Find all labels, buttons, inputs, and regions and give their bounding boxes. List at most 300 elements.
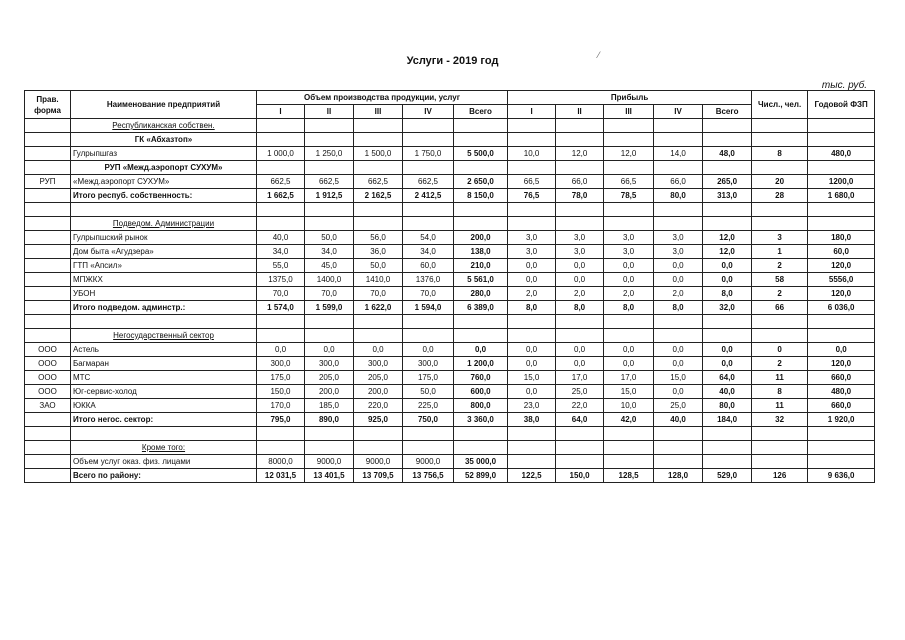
volume-cell: 34,0 bbox=[305, 245, 354, 259]
empty-cell bbox=[257, 441, 305, 455]
profit-cell: 40,0 bbox=[703, 385, 752, 399]
empty-cell bbox=[508, 203, 556, 217]
staff-cell: 8 bbox=[752, 385, 808, 399]
empty-cell bbox=[454, 119, 508, 133]
profit-cell: 64,0 bbox=[556, 413, 604, 427]
total-row bbox=[25, 413, 875, 427]
group-row bbox=[25, 161, 875, 175]
legal-form-cell bbox=[25, 231, 71, 245]
volume-cell: 1376,0 bbox=[403, 273, 454, 287]
empty-cell bbox=[703, 203, 752, 217]
volume-cell: 760,0 bbox=[454, 371, 508, 385]
volume-cell: 54,0 bbox=[403, 231, 454, 245]
total-row bbox=[25, 301, 875, 315]
legal-form-cell: РУП bbox=[25, 175, 71, 189]
enterprise-name-cell: «Межд.аэропорт СУХУМ» bbox=[71, 175, 257, 189]
volume-cell: 280,0 bbox=[454, 287, 508, 301]
volume-cell: 34,0 bbox=[257, 245, 305, 259]
empty-cell bbox=[354, 217, 403, 231]
volume-cell: 8000,0 bbox=[257, 455, 305, 469]
empty-cell bbox=[604, 427, 654, 441]
empty-cell bbox=[71, 427, 257, 441]
section-row bbox=[25, 329, 875, 343]
profit-cell: 76,5 bbox=[508, 189, 556, 203]
profit-cell: 0,0 bbox=[654, 259, 703, 273]
profit-cell: 12,0 bbox=[703, 245, 752, 259]
profit-cell: 8,0 bbox=[654, 301, 703, 315]
header-profit-q4: IV bbox=[654, 105, 703, 119]
empty-cell bbox=[703, 119, 752, 133]
volume-cell: 175,0 bbox=[257, 371, 305, 385]
profit-cell: 3,0 bbox=[654, 231, 703, 245]
profit-cell: 3,0 bbox=[604, 231, 654, 245]
header-profit-q3: III bbox=[604, 105, 654, 119]
fzp-cell: 0,0 bbox=[808, 343, 875, 357]
staff-cell: 1 bbox=[752, 245, 808, 259]
total-row bbox=[25, 189, 875, 203]
staff-cell: 58 bbox=[752, 273, 808, 287]
empty-cell bbox=[654, 133, 703, 147]
fzp-cell: 120,0 bbox=[808, 357, 875, 371]
table-row bbox=[25, 357, 875, 371]
enterprise-name-cell: УБОН bbox=[71, 287, 257, 301]
fzp-cell: 1 680,0 bbox=[808, 189, 875, 203]
profit-cell: 15,0 bbox=[508, 371, 556, 385]
profit-cell: 14,0 bbox=[654, 147, 703, 161]
table-row bbox=[25, 385, 875, 399]
section-row bbox=[25, 441, 875, 455]
empty-cell bbox=[752, 203, 808, 217]
section-title: Кроме того: bbox=[71, 441, 257, 455]
profit-cell: 15,0 bbox=[654, 371, 703, 385]
empty-cell bbox=[556, 161, 604, 175]
section-title: Негосударственный сектор bbox=[71, 329, 257, 343]
header-profit-group: Прибыль bbox=[508, 91, 752, 105]
fzp-cell: 480,0 bbox=[808, 147, 875, 161]
profit-cell: 64,0 bbox=[703, 371, 752, 385]
empty-cell bbox=[604, 315, 654, 329]
profit-cell: 17,0 bbox=[556, 371, 604, 385]
profit-cell: 0,0 bbox=[654, 385, 703, 399]
profit-cell: 32,0 bbox=[703, 301, 752, 315]
volume-cell: 890,0 bbox=[305, 413, 354, 427]
enterprise-name-cell: МПЖКХ bbox=[71, 273, 257, 287]
volume-cell: 0,0 bbox=[257, 343, 305, 357]
profit-cell: 0,0 bbox=[654, 273, 703, 287]
empty-cell bbox=[257, 315, 305, 329]
profit-cell: 0,0 bbox=[556, 259, 604, 273]
empty-cell bbox=[508, 329, 556, 343]
profit-cell: 0,0 bbox=[654, 357, 703, 371]
section-title: Подведом. Администрации bbox=[71, 217, 257, 231]
legal-form-cell bbox=[25, 413, 71, 427]
enterprise-name-cell: Итого респуб. собственность: bbox=[71, 189, 257, 203]
volume-cell: 70,0 bbox=[354, 287, 403, 301]
profit-cell bbox=[654, 455, 703, 469]
empty-cell bbox=[808, 441, 875, 455]
empty-cell bbox=[403, 133, 454, 147]
staff-cell: 2 bbox=[752, 357, 808, 371]
profit-cell bbox=[604, 455, 654, 469]
empty-cell bbox=[654, 203, 703, 217]
volume-cell: 1400,0 bbox=[305, 273, 354, 287]
volume-cell: 205,0 bbox=[354, 371, 403, 385]
empty-cell bbox=[25, 315, 71, 329]
profit-cell: 8,0 bbox=[508, 301, 556, 315]
empty-cell bbox=[454, 161, 508, 175]
header-name: Наименование предприятий bbox=[71, 91, 257, 119]
volume-cell: 34,0 bbox=[403, 245, 454, 259]
table-row bbox=[25, 399, 875, 413]
enterprise-name-cell: Дом быта «Агудзера» bbox=[71, 245, 257, 259]
volume-cell: 925,0 bbox=[354, 413, 403, 427]
empty-cell bbox=[25, 119, 71, 133]
empty-cell bbox=[556, 119, 604, 133]
profit-cell: 48,0 bbox=[703, 147, 752, 161]
header-vol-q2: II bbox=[305, 105, 354, 119]
empty-cell bbox=[403, 427, 454, 441]
staff-cell: 66 bbox=[752, 301, 808, 315]
empty-cell bbox=[25, 427, 71, 441]
volume-cell: 220,0 bbox=[354, 399, 403, 413]
enterprise-name-cell: Гулрыпшский рынок bbox=[71, 231, 257, 245]
volume-cell: 175,0 bbox=[403, 371, 454, 385]
profit-cell: 12,0 bbox=[703, 231, 752, 245]
profit-cell: 313,0 bbox=[703, 189, 752, 203]
empty-cell bbox=[454, 315, 508, 329]
volume-cell: 50,0 bbox=[305, 231, 354, 245]
volume-cell: 300,0 bbox=[403, 357, 454, 371]
header-profit-total: Всего bbox=[703, 105, 752, 119]
empty-cell bbox=[305, 161, 354, 175]
volume-cell: 55,0 bbox=[257, 259, 305, 273]
empty-cell bbox=[403, 161, 454, 175]
empty-cell bbox=[354, 315, 403, 329]
section-row bbox=[25, 217, 875, 231]
empty-cell bbox=[354, 161, 403, 175]
empty-cell bbox=[25, 161, 71, 175]
volume-cell: 1 200,0 bbox=[454, 357, 508, 371]
enterprise-name-cell: Астель bbox=[71, 343, 257, 357]
empty-cell bbox=[257, 427, 305, 441]
empty-cell bbox=[808, 329, 875, 343]
legal-form-cell bbox=[25, 287, 71, 301]
empty-cell bbox=[604, 161, 654, 175]
table-row bbox=[25, 245, 875, 259]
empty-cell bbox=[808, 119, 875, 133]
legal-form-cell: ООО bbox=[25, 385, 71, 399]
empty-cell bbox=[354, 119, 403, 133]
profit-cell: 2,0 bbox=[556, 287, 604, 301]
profit-cell: 78,0 bbox=[556, 189, 604, 203]
profit-cell: 529,0 bbox=[703, 469, 752, 483]
empty-cell bbox=[703, 315, 752, 329]
empty-cell bbox=[305, 315, 354, 329]
header-fzp: Годовой ФЗП bbox=[808, 91, 875, 119]
volume-cell: 70,0 bbox=[403, 287, 454, 301]
empty-cell bbox=[354, 133, 403, 147]
volume-cell: 12 031,5 bbox=[257, 469, 305, 483]
profit-cell: 0,0 bbox=[508, 259, 556, 273]
empty-cell bbox=[454, 427, 508, 441]
empty-cell bbox=[305, 427, 354, 441]
empty-cell bbox=[808, 133, 875, 147]
section-row bbox=[25, 119, 875, 133]
legal-form-cell bbox=[25, 455, 71, 469]
legal-form-cell bbox=[25, 273, 71, 287]
empty-cell bbox=[257, 217, 305, 231]
header-profit-q1: I bbox=[508, 105, 556, 119]
profit-cell: 150,0 bbox=[556, 469, 604, 483]
volume-cell: 800,0 bbox=[454, 399, 508, 413]
table-row bbox=[25, 455, 875, 469]
profit-cell: 40,0 bbox=[654, 413, 703, 427]
header-staff: Числ., чел. bbox=[752, 91, 808, 119]
staff-cell: 2 bbox=[752, 259, 808, 273]
empty-cell bbox=[808, 217, 875, 231]
volume-cell: 662,5 bbox=[305, 175, 354, 189]
empty-cell bbox=[454, 133, 508, 147]
empty-cell bbox=[752, 441, 808, 455]
table-row bbox=[25, 147, 875, 161]
fzp-cell: 660,0 bbox=[808, 399, 875, 413]
empty-cell bbox=[454, 217, 508, 231]
profit-cell: 128,0 bbox=[654, 469, 703, 483]
empty-cell bbox=[71, 203, 257, 217]
volume-cell: 70,0 bbox=[257, 287, 305, 301]
empty-cell bbox=[703, 133, 752, 147]
volume-cell: 795,0 bbox=[257, 413, 305, 427]
empty-cell bbox=[25, 133, 71, 147]
volume-cell: 0,0 bbox=[354, 343, 403, 357]
empty-cell bbox=[808, 315, 875, 329]
empty-cell bbox=[257, 119, 305, 133]
profit-cell: 42,0 bbox=[604, 413, 654, 427]
profit-cell: 128,5 bbox=[604, 469, 654, 483]
profit-cell: 0,0 bbox=[604, 343, 654, 357]
group-title: РУП «Межд.аэропорт СУХУМ» bbox=[71, 161, 257, 175]
volume-cell: 1 750,0 bbox=[403, 147, 454, 161]
empty-cell bbox=[508, 217, 556, 231]
profit-cell: 0,0 bbox=[604, 273, 654, 287]
empty-cell bbox=[604, 329, 654, 343]
volume-cell: 1 574,0 bbox=[257, 301, 305, 315]
empty-cell bbox=[556, 315, 604, 329]
profit-cell: 12,0 bbox=[556, 147, 604, 161]
empty-cell bbox=[508, 427, 556, 441]
spacer-row bbox=[25, 427, 875, 441]
services-table bbox=[24, 90, 875, 483]
enterprise-name-cell: ЮККА bbox=[71, 399, 257, 413]
empty-cell bbox=[508, 119, 556, 133]
profit-cell: 66,0 bbox=[556, 175, 604, 189]
enterprise-name-cell: МТС bbox=[71, 371, 257, 385]
volume-cell: 150,0 bbox=[257, 385, 305, 399]
empty-cell bbox=[508, 315, 556, 329]
table-row bbox=[25, 231, 875, 245]
empty-cell bbox=[654, 119, 703, 133]
empty-cell bbox=[354, 427, 403, 441]
profit-cell: 10,0 bbox=[604, 399, 654, 413]
volume-cell: 50,0 bbox=[403, 385, 454, 399]
header-profit-q2: II bbox=[556, 105, 604, 119]
empty-cell bbox=[556, 441, 604, 455]
empty-cell bbox=[25, 203, 71, 217]
profit-cell: 3,0 bbox=[556, 245, 604, 259]
volume-cell: 8 150,0 bbox=[454, 189, 508, 203]
volume-cell: 225,0 bbox=[403, 399, 454, 413]
profit-cell: 23,0 bbox=[508, 399, 556, 413]
profit-cell: 0,0 bbox=[556, 357, 604, 371]
legal-form-cell bbox=[25, 259, 71, 273]
legal-form-cell bbox=[25, 189, 71, 203]
empty-cell bbox=[604, 133, 654, 147]
volume-cell: 2 412,5 bbox=[403, 189, 454, 203]
volume-cell: 40,0 bbox=[257, 231, 305, 245]
fzp-cell bbox=[808, 455, 875, 469]
empty-cell bbox=[354, 329, 403, 343]
empty-cell bbox=[403, 119, 454, 133]
empty-cell bbox=[403, 315, 454, 329]
profit-cell: 3,0 bbox=[604, 245, 654, 259]
header-prav-forma: Прав. форма bbox=[25, 91, 71, 119]
empty-cell bbox=[752, 119, 808, 133]
empty-cell bbox=[25, 217, 71, 231]
legal-form-cell: ООО bbox=[25, 343, 71, 357]
empty-cell bbox=[703, 217, 752, 231]
profit-cell: 0,0 bbox=[556, 273, 604, 287]
empty-cell bbox=[71, 315, 257, 329]
empty-cell bbox=[25, 441, 71, 455]
empty-cell bbox=[257, 203, 305, 217]
volume-cell: 138,0 bbox=[454, 245, 508, 259]
profit-cell: 12,0 bbox=[604, 147, 654, 161]
enterprise-name-cell: Багмаран bbox=[71, 357, 257, 371]
profit-cell: 122,5 bbox=[508, 469, 556, 483]
profit-cell bbox=[703, 455, 752, 469]
empty-cell bbox=[454, 203, 508, 217]
empty-cell bbox=[752, 329, 808, 343]
empty-cell bbox=[752, 427, 808, 441]
volume-cell: 1 000,0 bbox=[257, 147, 305, 161]
empty-cell bbox=[403, 217, 454, 231]
empty-cell bbox=[305, 119, 354, 133]
profit-cell: 0,0 bbox=[508, 273, 556, 287]
empty-cell bbox=[305, 133, 354, 147]
enterprise-name-cell: Юг-сервис-холод bbox=[71, 385, 257, 399]
volume-cell: 662,5 bbox=[354, 175, 403, 189]
total-row bbox=[25, 469, 875, 483]
volume-cell: 9000,0 bbox=[403, 455, 454, 469]
profit-cell: 184,0 bbox=[703, 413, 752, 427]
volume-cell: 13 709,5 bbox=[354, 469, 403, 483]
header-vol-total: Всего bbox=[454, 105, 508, 119]
profit-cell: 3,0 bbox=[508, 245, 556, 259]
table-body bbox=[25, 119, 875, 483]
empty-cell bbox=[808, 427, 875, 441]
volume-cell: 600,0 bbox=[454, 385, 508, 399]
profit-cell: 2,0 bbox=[508, 287, 556, 301]
profit-cell: 80,0 bbox=[654, 189, 703, 203]
empty-cell bbox=[257, 161, 305, 175]
empty-cell bbox=[654, 441, 703, 455]
profit-cell: 17,0 bbox=[604, 371, 654, 385]
volume-cell: 3 360,0 bbox=[454, 413, 508, 427]
table-row bbox=[25, 287, 875, 301]
volume-cell: 1 594,0 bbox=[403, 301, 454, 315]
profit-cell: 66,5 bbox=[508, 175, 556, 189]
empty-cell bbox=[305, 217, 354, 231]
fzp-cell: 1 920,0 bbox=[808, 413, 875, 427]
volume-cell: 170,0 bbox=[257, 399, 305, 413]
volume-cell: 662,5 bbox=[257, 175, 305, 189]
legal-form-cell bbox=[25, 301, 71, 315]
enterprise-name-cell: Итого подведом. админстр.: bbox=[71, 301, 257, 315]
volume-cell: 1 250,0 bbox=[305, 147, 354, 161]
empty-cell bbox=[454, 329, 508, 343]
profit-cell: 0,0 bbox=[703, 259, 752, 273]
fzp-cell: 120,0 bbox=[808, 259, 875, 273]
profit-cell: 10,0 bbox=[508, 147, 556, 161]
staff-cell: 2 bbox=[752, 287, 808, 301]
fzp-cell: 480,0 bbox=[808, 385, 875, 399]
profit-cell: 15,0 bbox=[604, 385, 654, 399]
volume-cell: 50,0 bbox=[354, 259, 403, 273]
staff-cell: 0 bbox=[752, 343, 808, 357]
empty-cell bbox=[354, 441, 403, 455]
staff-cell: 20 bbox=[752, 175, 808, 189]
profit-cell: 25,0 bbox=[556, 385, 604, 399]
volume-cell: 52 899,0 bbox=[454, 469, 508, 483]
staff-cell: 3 bbox=[752, 231, 808, 245]
fzp-cell: 120,0 bbox=[808, 287, 875, 301]
empty-cell bbox=[703, 329, 752, 343]
enterprise-name-cell: Итого негос. сектор: bbox=[71, 413, 257, 427]
enterprise-name-cell: Объем услуг оказ. физ. лицами bbox=[71, 455, 257, 469]
table-row bbox=[25, 371, 875, 385]
empty-cell bbox=[508, 441, 556, 455]
empty-cell bbox=[654, 315, 703, 329]
empty-cell bbox=[604, 119, 654, 133]
staff-cell: 8 bbox=[752, 147, 808, 161]
volume-cell: 1 500,0 bbox=[354, 147, 403, 161]
staff-cell: 11 bbox=[752, 371, 808, 385]
corner-mark: ⁄ bbox=[598, 50, 600, 60]
group-title: ГК «Абхазтоп» bbox=[71, 133, 257, 147]
volume-cell: 36,0 bbox=[354, 245, 403, 259]
volume-cell: 210,0 bbox=[454, 259, 508, 273]
volume-cell: 1 912,5 bbox=[305, 189, 354, 203]
empty-cell bbox=[403, 441, 454, 455]
volume-cell: 9000,0 bbox=[354, 455, 403, 469]
volume-cell: 300,0 bbox=[354, 357, 403, 371]
fzp-cell: 9 636,0 bbox=[808, 469, 875, 483]
volume-cell: 60,0 bbox=[403, 259, 454, 273]
volume-cell: 9000,0 bbox=[305, 455, 354, 469]
profit-cell: 22,0 bbox=[556, 399, 604, 413]
empty-cell bbox=[752, 161, 808, 175]
empty-cell bbox=[556, 133, 604, 147]
fzp-cell: 180,0 bbox=[808, 231, 875, 245]
empty-cell bbox=[654, 427, 703, 441]
profit-cell: 0,0 bbox=[604, 357, 654, 371]
empty-cell bbox=[556, 427, 604, 441]
volume-cell: 5 500,0 bbox=[454, 147, 508, 161]
volume-cell: 1410,0 bbox=[354, 273, 403, 287]
legal-form-cell bbox=[25, 147, 71, 161]
profit-cell: 0,0 bbox=[654, 343, 703, 357]
profit-cell: 38,0 bbox=[508, 413, 556, 427]
